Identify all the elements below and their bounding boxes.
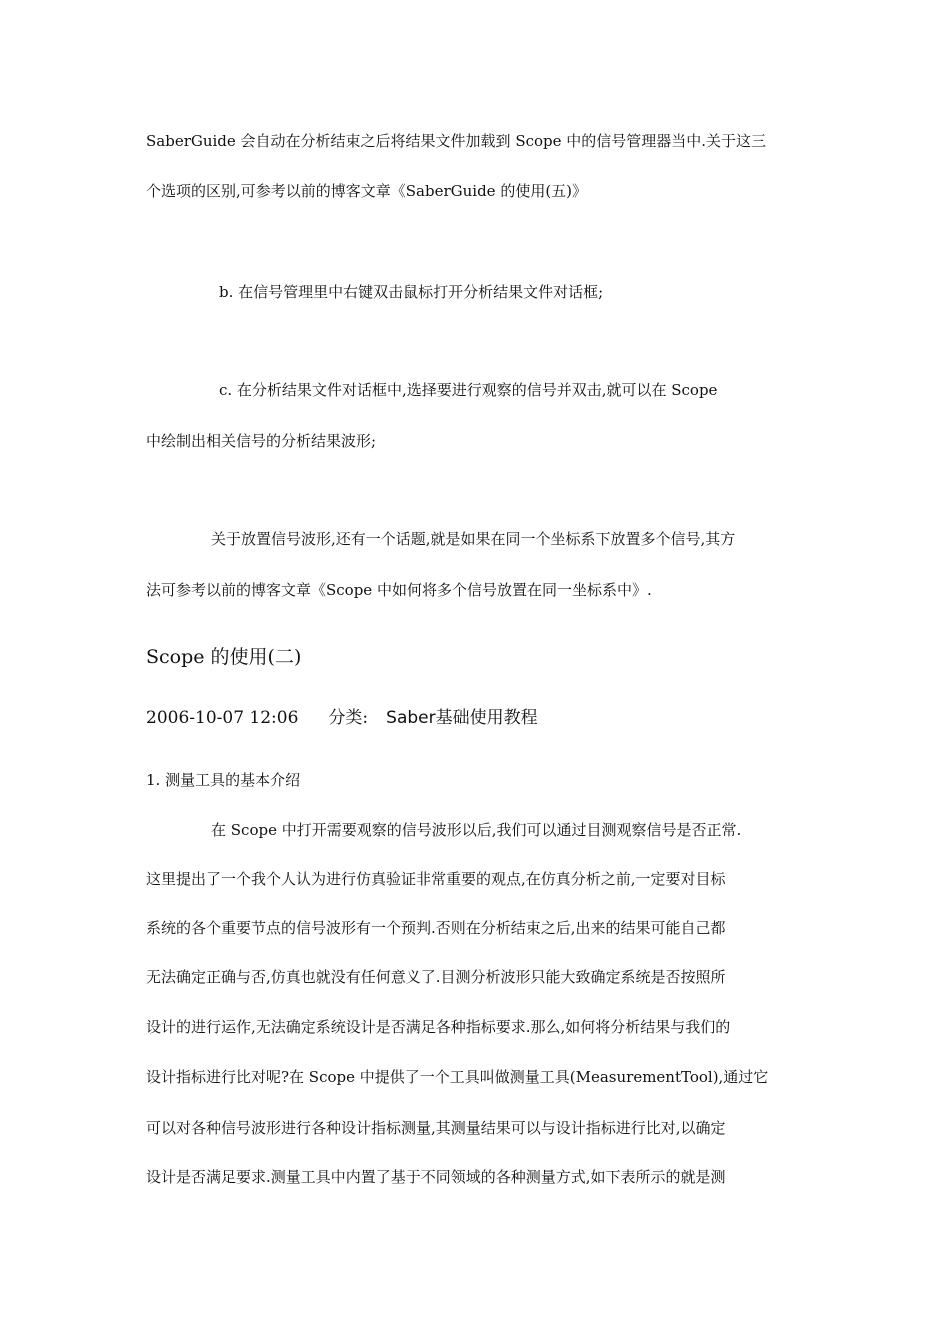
paragraph-line: 系统的各个重要节点的信号波形有一个预判.否则在分析结束之后,出来的结果可能自己都: [146, 919, 726, 937]
step-c-text: c. 在分析结果文件对话框中,选择要进行观察的信号并双击,就可以在 Scope: [219, 381, 718, 399]
category-label: 分类:: [328, 708, 369, 728]
paragraph-line: 这里提出了一个我个人认为进行仿真验证非常重要的观点,在仿真分析之前,一定要对目标: [146, 870, 726, 888]
section-heading: 1. 测量工具的基本介绍: [146, 771, 301, 789]
paragraph-line: 设计是否满足要求.测量工具中内置了基于不同领域的各种测量方式,如下表所示的就是测: [146, 1168, 726, 1186]
paragraph-line: 设计指标进行比对呢?在 Scope 中提供了一个工具叫做测量工具(MeasurementTool),通过它: [146, 1068, 769, 1086]
step-c-text-continued: 中绘制出相关信号的分析结果波形;: [146, 432, 377, 450]
paragraph-line: 在 Scope 中打开需要观察的信号波形以后,我们可以通过目测观察信号是否正常.: [211, 821, 742, 839]
category-prefix: Saber: [386, 708, 436, 728]
post-datetime: 2006-10-07 12:06: [146, 708, 299, 728]
paragraph-line: 设计的进行运作,无法确定系统设计是否满足各种指标要求.那么,如何将分析结果与我们的: [146, 1018, 731, 1036]
post-meta: [146, 707, 538, 729]
paragraph-line: 可以对各种信号波形进行各种设计指标测量,其测量结果可以与设计指标进行比对,以确定: [146, 1119, 726, 1137]
category-name: 基础使用教程: [435, 708, 538, 728]
paragraph-line: 法可参考以前的博客文章《Scope 中如何将多个信号放置在同一坐标系中》.: [146, 581, 652, 599]
paragraph-line: SaberGuide 会自动在分析结束之后将结果文件加载到 Scope 中的信号管理器当中.关于这三: [146, 132, 767, 150]
paragraph-line: 无法确定正确与否,仿真也就没有任何意义了.目测分析波形只能大致确定系统是否按照所: [146, 968, 726, 986]
post-title: Scope 的使用(二): [146, 646, 302, 668]
step-b-text: b. 在信号管理里中右键双击鼠标打开分析结果文件对话框;: [219, 283, 604, 301]
paragraph-line: 关于放置信号波形,还有一个话题,就是如果在同一个坐标系下放置多个信号,其方: [211, 530, 736, 548]
paragraph-line: 个选项的区别,可参考以前的博客文章《SaberGuide 的使用(五)》: [146, 182, 588, 200]
